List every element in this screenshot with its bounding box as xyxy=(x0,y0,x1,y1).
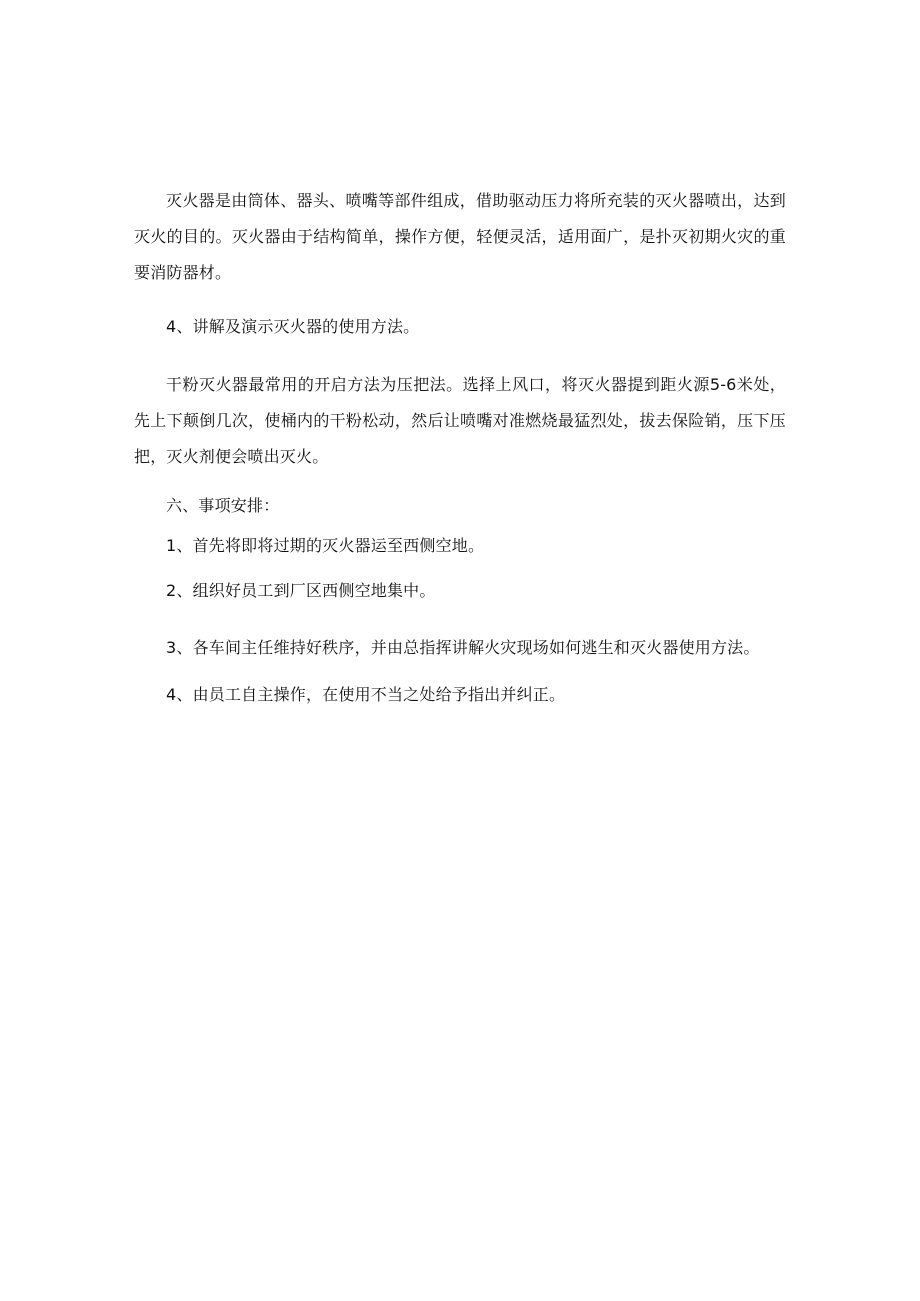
paragraph-dry-powder-method: 干粉灭火器最常用的开启方法为压把法。选择上风口，将灭火器提到距火源5-6米处，先上下颠倒几次，使桶内的干粉松动，然后让喷嘴对准燃烧最猛烈处，拔去保险销，压下压把，灭火剂便会喷出灭火。 xyxy=(134,375,786,466)
paragraph-section-6-heading: 六、事项安排： xyxy=(166,496,280,515)
paragraph-section-4-heading: 4、讲解及演示灭火器的使用方法。 xyxy=(166,317,420,336)
paragraph-item-3: 3、各车间主任维持好秩序，并由总指挥讲解火灾现场如何逃生和灭火器使用方法。 xyxy=(166,638,760,657)
paragraph-item-1: 1、首先将即将过期的灭火器运至西侧空地。 xyxy=(166,536,485,555)
paragraph-extinguisher-intro: 灭火器是由筒体、器头、喷嘴等部件组成，借助驱动压力将所充装的灭火器喷出，达到灭火的目的。灭火器由于结构简单，操作方便，轻便灵活，适用面广，是扑灭初期火灾的重要消防器材。 xyxy=(134,191,786,282)
paragraph-item-4: 4、由员工自主操作，在使用不当之处给予指出并纠正。 xyxy=(166,685,566,704)
paragraph-item-2: 2、组织好员工到厂区西侧空地集中。 xyxy=(166,581,436,600)
